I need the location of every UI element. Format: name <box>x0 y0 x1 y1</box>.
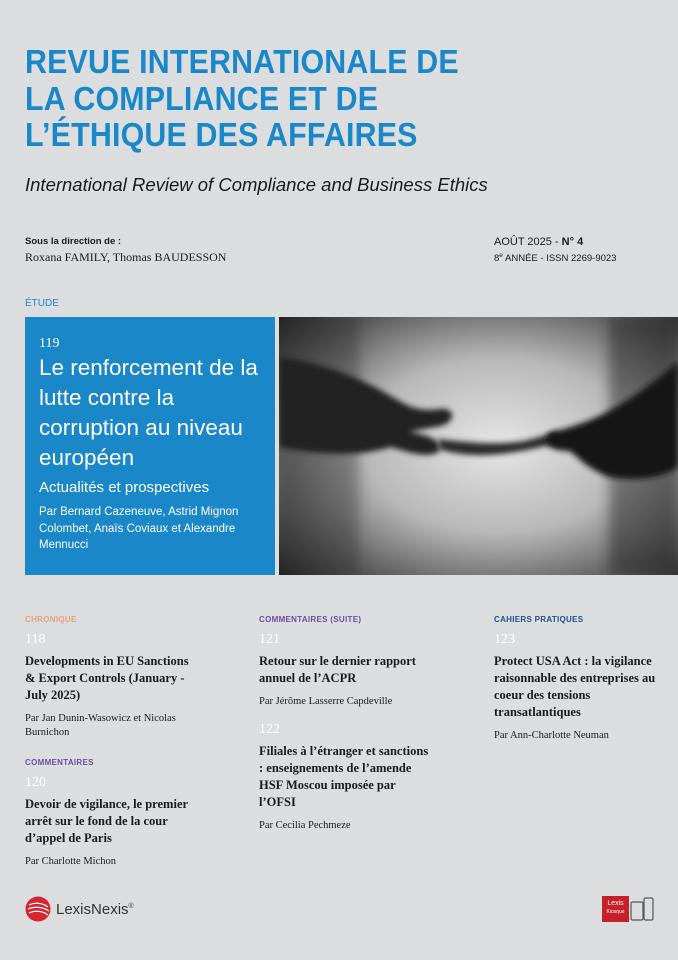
journal-title-line-2: LA COMPLIANCE ET DE <box>25 79 379 117</box>
column-commentaires-suite <box>259 615 429 833</box>
kiosque-top: Lexis <box>607 900 624 907</box>
article-author: Par Jan Dunin-Wasowicz et Nicolas Burnichon <box>25 713 176 738</box>
article-118[interactable] <box>25 633 195 740</box>
feature-subtitle: Actualités et prospectives <box>39 479 210 496</box>
article-number: 121 <box>259 632 280 647</box>
feature-panel[interactable] <box>25 317 275 575</box>
devices-icon <box>629 896 655 922</box>
rubric-cahiers-pratiques: CAHIERS PRATIQUES <box>494 615 584 624</box>
article-122[interactable] <box>259 723 429 833</box>
feature-section-tag: ÉTUDE <box>25 298 59 309</box>
brand-name: LexisNexis <box>56 900 129 918</box>
article-title: Developments in EU Sanctions & Export Controls (January - July 2025) <box>25 654 189 702</box>
article-author: Par Jérôme Lasserre Capdeville <box>259 696 393 707</box>
issue-year-issn <box>494 252 616 264</box>
journal-title <box>25 44 540 154</box>
feature-number: 119 <box>39 336 60 351</box>
issue-month: AOÛT 2025 - <box>494 236 562 248</box>
article-author: Par Ann-Charlotte Neuman <box>494 730 609 741</box>
masthead <box>25 44 665 154</box>
direction-names: Roxana FAMILY, Thomas BAUDESSON <box>25 250 227 264</box>
article-number: 122 <box>259 722 280 737</box>
article-number: 120 <box>25 775 46 790</box>
feature-title: Le renforcement de la lutte contre la corruption au niveau européen <box>39 355 258 470</box>
issue-info <box>494 236 616 264</box>
hands-photo <box>279 317 678 575</box>
editorial-direction <box>25 236 226 265</box>
rubric-commentaires: COMMENTAIRES <box>25 758 94 767</box>
article-121[interactable] <box>259 633 429 709</box>
lexisnexis-logo <box>25 896 134 922</box>
article-number: 118 <box>25 632 46 647</box>
article-title: Devoir de vigilance, le premier arrêt sur le fond de la cour d’appel de Paris <box>25 797 188 845</box>
kiosque-bottom: Kiosque <box>606 909 625 915</box>
feature-photo <box>279 317 678 575</box>
article-120[interactable] <box>25 776 195 869</box>
issue-year-num: 8 <box>494 253 500 265</box>
rubric-chronique: CHRONIQUE <box>25 615 77 624</box>
article-title: Retour sur le dernier rapport annuel de l’ACPR <box>259 654 416 685</box>
issue-number: N° 4 <box>561 236 584 248</box>
journal-subtitle: International Review of Compliance and Business Ethics <box>25 174 488 195</box>
journal-title-line-1: REVUE INTERNATIONALE DE <box>25 43 459 80</box>
rubric-commentaires-suite: COMMENTAIRES (SUITE) <box>259 615 362 624</box>
article-title: Filiales à l’étranger et sanctions : enseignements de l’amende HSF Moscou imposée par l’OFSI <box>259 744 429 809</box>
issue-date-number <box>494 236 616 248</box>
issue-year-sup: e <box>499 252 503 259</box>
lexisnexis-emblem-icon <box>25 896 51 922</box>
column-cahiers-pratiques <box>494 615 664 743</box>
brand-registered: ® <box>128 902 134 910</box>
article-title: Protect USA Act : la vigilance raisonnable des entreprises au coeur des tensions transatlantiques <box>494 654 656 719</box>
column-chronique <box>25 615 195 869</box>
kiosque-logo <box>602 896 629 922</box>
lexisnexis-wordmark <box>56 901 134 918</box>
article-number: 123 <box>494 632 515 647</box>
article-author: Par Cecilia Pechmeze <box>259 820 351 831</box>
article-123[interactable] <box>494 633 664 743</box>
journal-title-line-3: L’ÉTHIQUE DES AFFAIRES <box>25 116 418 153</box>
issue-year-rest: ANNÉE - ISSN 2269-9023 <box>502 253 617 265</box>
article-author: Par Charlotte Michon <box>25 856 116 867</box>
lexis-kiosque-badge[interactable] <box>602 896 655 922</box>
direction-label: Sous la direction de : <box>25 236 122 247</box>
feature-authors: Par Bernard Cazeneuve, Astrid Mignon Colombet, Anaïs Coviaux et Alexandre Mennucci <box>39 506 239 551</box>
